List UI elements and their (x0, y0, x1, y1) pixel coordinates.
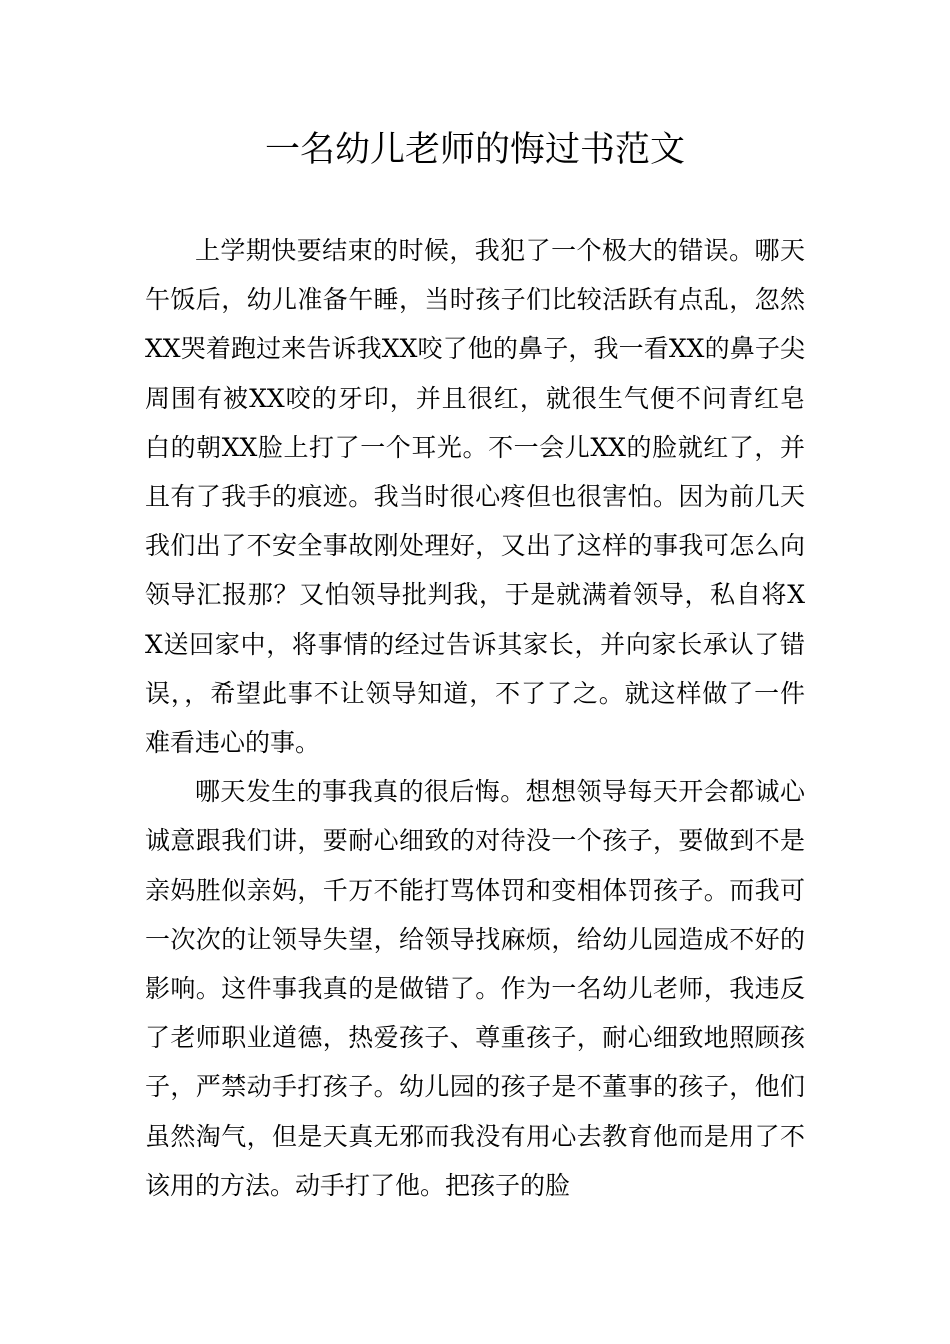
paragraph-1: 上学期快要结束的时候，我犯了一个极大的错误。哪天午饭后，幼儿准备午睡，当时孩子们比较活跃有点乱，忽然XX哭着跑过来告诉我XX咬了他的鼻子，我一看XX的鼻子尖周围有被XX咬的牙印，并且很红，就很生气便不问青红皂白的朝XX脸上打了一个耳光。不一会儿XX的脸就红了，并且有了我手的痕迹。我当时很心疼但也很害怕。因为前几天我们出了不安全事故刚处理好，又出了这样的事我可怎么向领导汇报那？又怕领导批判我，于是就满着领导，私自将XX送回家中，将事情的经过告诉其家长，并向家长承认了错误，，希望此事不让领导知道，不了了之。就这样做了一件难看违心的事。 (145, 236, 805, 758)
document-body (145, 226, 805, 1210)
paragraph-2: 哪天发生的事我真的很后悔。想想领导每天开会都诚心诚意跟我们讲，要耐心细致的对待没一个孩子，要做到不是亲妈胜似亲妈，千万不能打骂体罚和变相体罚孩子。而我可一次次的让领导失望，给领导找麻烦，给幼儿园造成不好的影响。这件事我真的是做错了。作为一名幼儿老师，我违反了老师职业道德，热爱孩子、尊重孩子，耐心细致地照顾孩子，严禁动手打孩子。幼儿园的孩子是不董事的孩子，他们虽然淘气，但是天真无邪而我没有用心去教育他而是用了不该用的方法。动手打了他。把孩子的脸 (145, 777, 805, 1200)
document-title: 一名幼儿老师的悔过书范文 (264, 130, 685, 170)
